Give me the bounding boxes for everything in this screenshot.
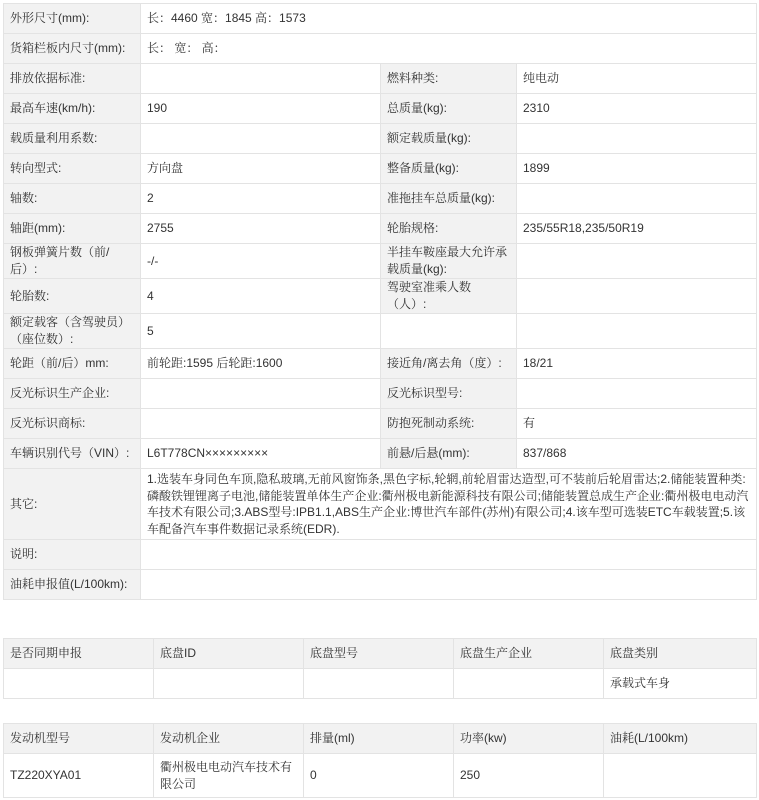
spec-label: 反光标识生产企业: [4, 379, 141, 409]
table-cell: 250 [454, 754, 604, 798]
spec-value: 837/868 [517, 439, 757, 469]
spec-value [141, 379, 381, 409]
column-header: 发动机型号 [4, 724, 154, 754]
spec-label: 燃料种类: [381, 64, 517, 94]
spec-value [517, 124, 757, 154]
vehicle-spec-table [3, 3, 757, 600]
spec-label: 准拖挂车总质量(kg): [381, 184, 517, 214]
spec-label: 载质量利用系数: [4, 124, 141, 154]
spec-row [4, 214, 757, 244]
spec-row-fuel [4, 570, 757, 600]
spec-value: 18/21 [517, 349, 757, 379]
table-cell: 衢州极电电动汽车技术有限公司 [154, 754, 304, 798]
spec-row-cargo [4, 34, 757, 64]
spec-row-dimensions [4, 4, 757, 34]
spec-row [4, 379, 757, 409]
spec-label: 前悬/后悬(mm): [381, 439, 517, 469]
spec-label: 整备质量(kg): [381, 154, 517, 184]
spec-value: 4 [141, 279, 381, 314]
table-cell [4, 669, 154, 699]
spec-label [381, 314, 517, 349]
spec-row [4, 439, 757, 469]
spec-value: 2 [141, 184, 381, 214]
spec-value [141, 540, 757, 570]
column-header: 油耗(L/100km) [604, 724, 757, 754]
spec-label: 接近角/离去角（度）: [381, 349, 517, 379]
spec-value: 方向盘 [141, 154, 381, 184]
spec-value: 1899 [517, 154, 757, 184]
table-row [4, 669, 757, 699]
spec-value: 长：4460 宽：1845 高：1573 [141, 4, 757, 34]
spec-value [517, 379, 757, 409]
spec-value: 235/55R18,235/50R19 [517, 214, 757, 244]
spec-value [141, 64, 381, 94]
spec-value: 前轮距:1595 后轮距:1600 [141, 349, 381, 379]
spec-label: 车辆识别代号（VIN）: [4, 439, 141, 469]
spec-value: 纯电动 [517, 64, 757, 94]
spec-value: 2755 [141, 214, 381, 244]
engine-table [3, 723, 757, 798]
spec-value [141, 570, 757, 600]
spec-value [141, 124, 381, 154]
column-header: 底盘ID [154, 639, 304, 669]
table-cell [154, 669, 304, 699]
table-cell [454, 669, 604, 699]
spec-label: 轮距（前/后）mm: [4, 349, 141, 379]
spec-label: 总质量(kg): [381, 94, 517, 124]
spec-value [141, 409, 381, 439]
spec-row [4, 64, 757, 94]
spec-label: 额定载质量(kg): [381, 124, 517, 154]
spec-label: 转向型式: [4, 154, 141, 184]
spec-label: 轮胎数: [4, 279, 141, 314]
spec-label: 轴距(mm): [4, 214, 141, 244]
spec-label: 反光标识商标: [4, 409, 141, 439]
spec-label: 外形尺寸(mm): [4, 4, 141, 34]
spec-row [4, 314, 757, 349]
spec-label: 驾驶室准乘人数（人）: [381, 279, 517, 314]
table-cell [604, 754, 757, 798]
spec-label: 货箱栏板内尺寸(mm): [4, 34, 141, 64]
spec-row [4, 124, 757, 154]
spec-label: 额定载客（含驾驶员）（座位数）: [4, 314, 141, 349]
column-header: 底盘型号 [304, 639, 454, 669]
spec-value [517, 314, 757, 349]
column-header: 排量(ml) [304, 724, 454, 754]
spec-value-other: 1.选装车身同色车顶,隐私玻璃,无前风窗饰条,黑色字标,轮辋,前轮眉雷达造型,可不装前后轮眉雷达;2.储能装置种类:磷酸铁锂锂离子电池,储能装置单体生产企业:衢州极电新能源科技有限公司;储能装置总成生产企业:衢州极电电动汽车技术有限公司;3.ABS型号:IPB1.1,ABS生产企业:博世汽车部件(苏州)有限公司;4.该车型可选装ETC车载装置;5.该车配备汽车事件数据记录系统(EDR). [141, 469, 757, 540]
spec-value: 190 [141, 94, 381, 124]
spec-label: 其它: [4, 469, 141, 540]
spec-label: 半挂车鞍座最大允许承载质量(kg): [381, 244, 517, 279]
spec-value [517, 184, 757, 214]
spec-row [4, 184, 757, 214]
spec-row [4, 349, 757, 379]
spec-label: 防抱死制动系统: [381, 409, 517, 439]
table-row [4, 754, 757, 798]
table-cell: 0 [304, 754, 454, 798]
spec-row [4, 244, 757, 279]
spec-label: 反光标识型号: [381, 379, 517, 409]
table-cell [304, 669, 454, 699]
spec-row [4, 154, 757, 184]
table-cell: TZ220XYA01 [4, 754, 154, 798]
spec-value [517, 244, 757, 279]
spec-row-other [4, 469, 757, 540]
spec-label: 排放依据标准: [4, 64, 141, 94]
spec-value: 有 [517, 409, 757, 439]
spec-label: 轴数: [4, 184, 141, 214]
column-header: 发动机企业 [154, 724, 304, 754]
spec-label: 油耗申报值(L/100km): [4, 570, 141, 600]
column-header: 是否同期申报 [4, 639, 154, 669]
spec-row [4, 279, 757, 314]
table-cell: 承载式车身 [604, 669, 757, 699]
spec-value: 2310 [517, 94, 757, 124]
column-header: 底盘类别 [604, 639, 757, 669]
spec-row [4, 94, 757, 124]
column-header: 功率(kw) [454, 724, 604, 754]
chassis-header-row [4, 639, 757, 669]
spec-label: 说明: [4, 540, 141, 570]
spec-label: 钢板弹簧片数（前/后）: [4, 244, 141, 279]
spec-value: L6T778CN××××××××× [141, 439, 381, 469]
spec-label: 最高车速(km/h): [4, 94, 141, 124]
spec-value [517, 279, 757, 314]
spec-row [4, 409, 757, 439]
spec-label: 轮胎规格: [381, 214, 517, 244]
column-header: 底盘生产企业 [454, 639, 604, 669]
chassis-table [3, 638, 757, 699]
spec-row-note [4, 540, 757, 570]
spec-value: 长： 宽： 高： [141, 34, 757, 64]
spec-value: -/- [141, 244, 381, 279]
spec-value: 5 [141, 314, 381, 349]
engine-header-row [4, 724, 757, 754]
